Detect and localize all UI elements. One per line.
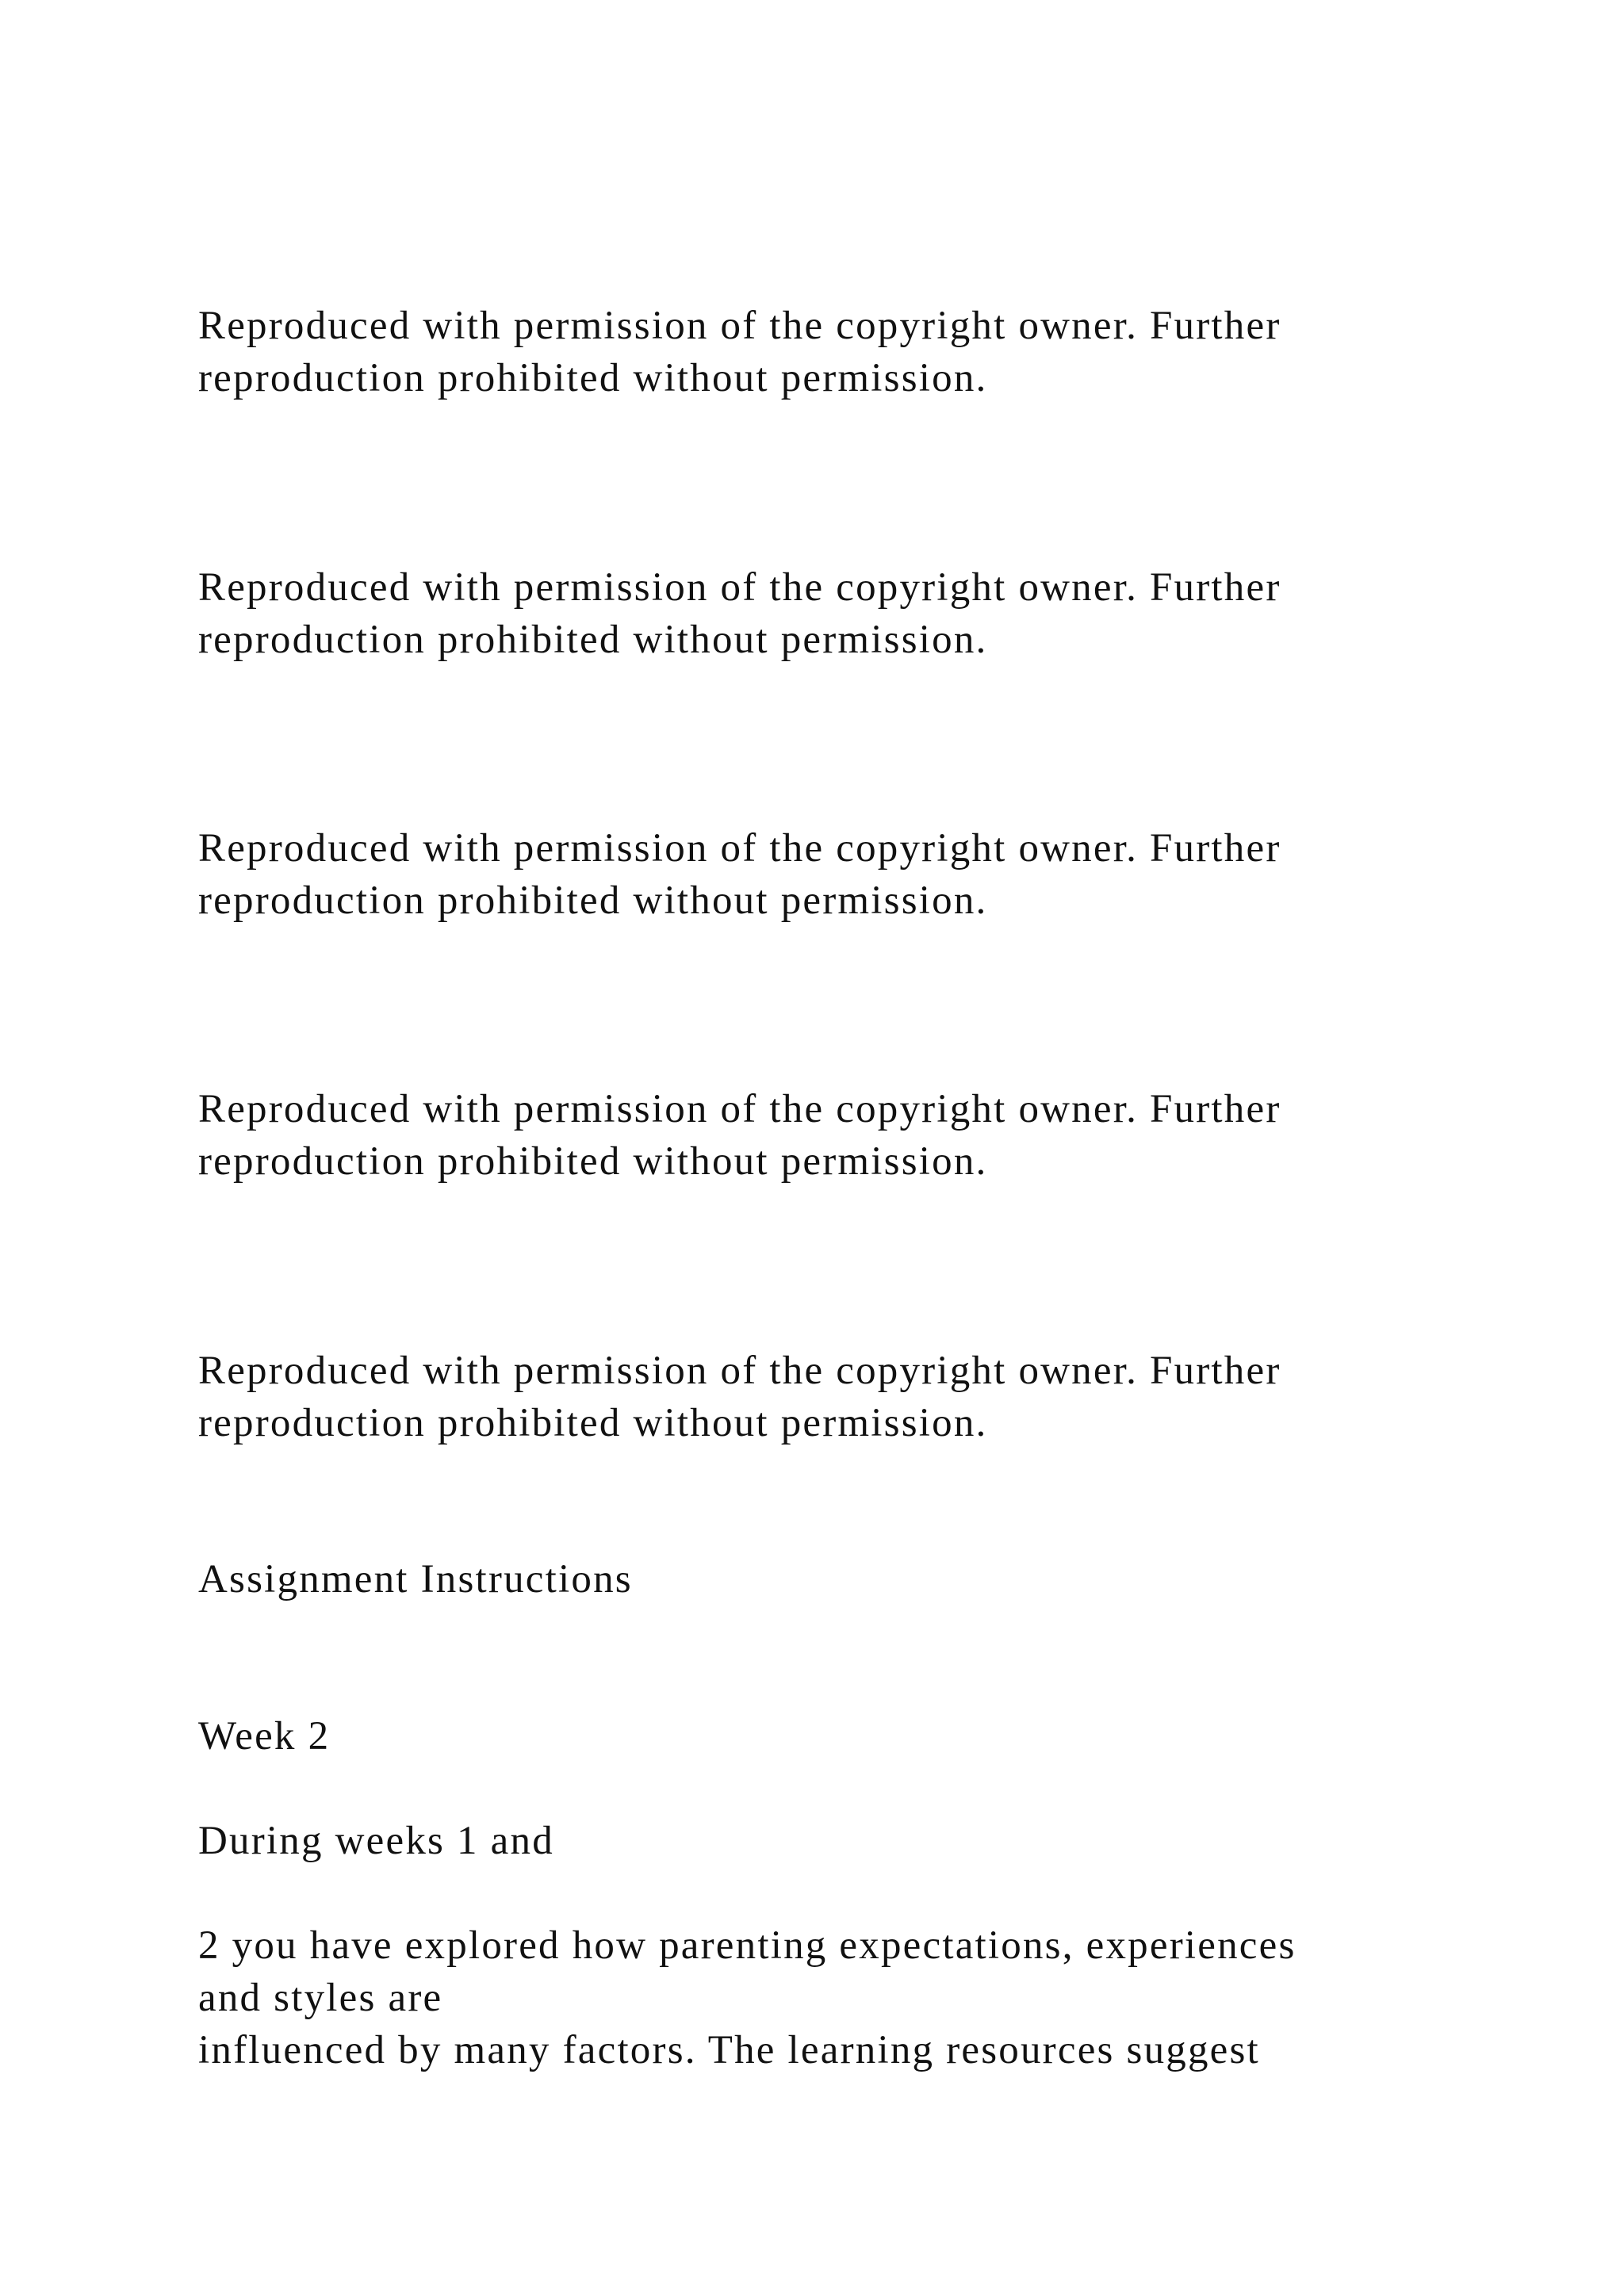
copyright-notice [198, 822, 1281, 927]
notice-line: Reproduced with permission of the copyright owner. Further [198, 826, 1281, 871]
notice-line: Reproduced with permission of the copyright owner. Further [198, 1349, 1281, 1393]
section-heading: Assignment Instructions [198, 1557, 633, 1601]
notice-line: Reproduced with permission of the copyright owner. Further [198, 304, 1281, 348]
notice-line: reproduction prohibited without permission. [198, 1401, 988, 1445]
notice-line: reproduction prohibited without permission. [198, 878, 988, 923]
notice-line: reproduction prohibited without permission. [198, 356, 988, 400]
copyright-notice [198, 1083, 1281, 1188]
intro-text: During weeks 1 and [198, 1819, 554, 1863]
week-label: Week 2 [198, 1714, 331, 1758]
body-line: 2 you have explored how parenting expectations, experiences [198, 1923, 1297, 1968]
notice-line: reproduction prohibited without permission. [198, 618, 988, 662]
body-paragraph [198, 1919, 1297, 2076]
notice-line: reproduction prohibited without permission. [198, 1139, 988, 1184]
body-line: and styles are [198, 1976, 443, 2020]
notice-line: Reproduced with permission of the copyright owner. Further [198, 1087, 1281, 1131]
body-line: influenced by many factors. The learning resources suggest [198, 2028, 1260, 2072]
copyright-notice [198, 1345, 1281, 1449]
notice-line: Reproduced with permission of the copyright owner. Further [198, 565, 1281, 610]
copyright-notice [198, 300, 1281, 404]
copyright-notice [198, 561, 1281, 666]
